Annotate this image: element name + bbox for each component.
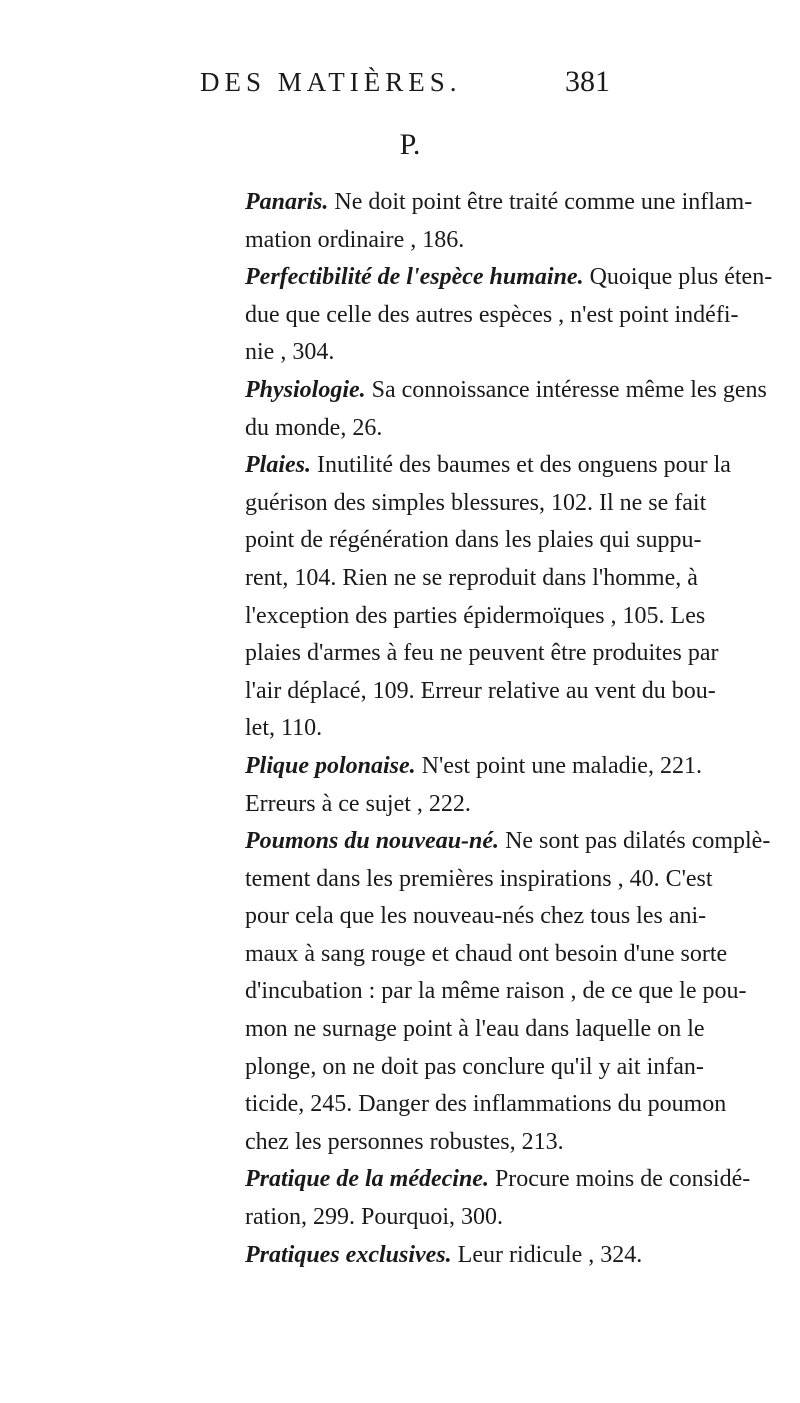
entry-text-line: plaies d'armes à feu ne peuvent être produites par	[245, 640, 719, 667]
entry-text-line: l'air déplacé, 109. Erreur relative au vent du bou-	[245, 677, 716, 704]
entry-text-line: due que celle des autres espèces , n'est point indéfi-	[245, 301, 739, 328]
section-letter: P.	[399, 128, 421, 161]
entry-headword: Plaies.	[245, 452, 311, 479]
entry-headword: Perfectibilité de l'espèce humaine.	[245, 264, 584, 291]
entry-text-line: Ne sont pas dilatés complè-	[499, 828, 771, 855]
entry-text-line: pour cela que les nouveau-nés chez tous les ani-	[245, 903, 707, 930]
entry-text-line: mation ordinaire , 186.	[245, 226, 465, 253]
index-entry-plaies	[245, 447, 785, 748]
entry-text-line: Inutilité des baumes et des onguens pour la	[311, 452, 731, 479]
index-entry-pratique-medecine	[245, 1161, 785, 1236]
page-number: 381	[565, 65, 610, 98]
entry-text-line: Ne doit point être traité comme une inflam-	[328, 189, 753, 215]
entry-headword: Pratique de la médecine.	[245, 1166, 489, 1193]
entry-text-line: mon ne surnage point à l'eau dans laquelle on le	[245, 1016, 705, 1043]
entry-text-line: ration, 299. Pourquoi, 300.	[245, 1204, 503, 1231]
entry-text-line: Sa connoissance intéresse même les gens	[365, 376, 767, 403]
entry-text-line: Leur ridicule , 324.	[451, 1241, 643, 1268]
entry-text-line: chez les personnes robustes, 213.	[245, 1128, 564, 1155]
index-entry-panaris	[245, 184, 785, 259]
index-entry-pratiques-exclusives	[245, 1237, 785, 1275]
index-entries	[245, 184, 785, 1274]
entry-text-line: d'incubation : par la même raison , de ce que le pou-	[245, 978, 747, 1005]
entry-text-line: Erreurs à ce sujet , 222.	[245, 790, 471, 817]
running-head	[200, 62, 610, 102]
entry-text-line: N'est point une maladie, 221.	[415, 752, 702, 779]
entry-text-line: Procure moins de considé-	[488, 1166, 751, 1193]
entry-text-line: point de régénération dans les plaies qui suppu-	[245, 527, 702, 554]
entry-headword: Poumons du nouveau-né.	[245, 828, 500, 855]
index-entry-physiologie	[245, 372, 785, 447]
running-head-title: DES MATIÈRES.	[200, 67, 462, 97]
index-entry-poumons	[245, 823, 785, 1161]
entry-text-line: l'exception des parties épidermoïques , 105. Les	[245, 602, 706, 629]
entry-text-line: tement dans les premières inspirations , 40. C'est	[245, 865, 713, 892]
entry-text-line: du monde, 26.	[245, 414, 383, 441]
entry-text-line: let, 110.	[245, 715, 323, 742]
entry-text-line: maux à sang rouge et chaud ont besoin d'une sorte	[245, 940, 728, 967]
entry-headword: Plique polonaise.	[245, 752, 416, 779]
entry-text-line: plonge, on ne doit pas conclure qu'il y ait infan-	[245, 1053, 704, 1080]
entry-text-line: rent, 104. Rien ne se reproduit dans l'homme, à	[245, 564, 698, 591]
entry-text-line: nie , 304.	[245, 339, 335, 366]
entry-headword: Physiologie.	[245, 376, 366, 403]
entry-text-line: guérison des simples blessures, 102. Il ne se fait	[245, 489, 707, 516]
index-entry-perfectibilite	[245, 259, 785, 372]
entry-headword: Panaris.	[245, 189, 329, 215]
entry-headword: Pratiques exclusives.	[245, 1241, 452, 1268]
entry-text-line: ticide, 245. Danger des inflammations du poumon	[245, 1091, 727, 1118]
entry-text-line: Quoique plus éten-	[583, 264, 773, 291]
index-entry-plique-polonaise	[245, 748, 785, 823]
